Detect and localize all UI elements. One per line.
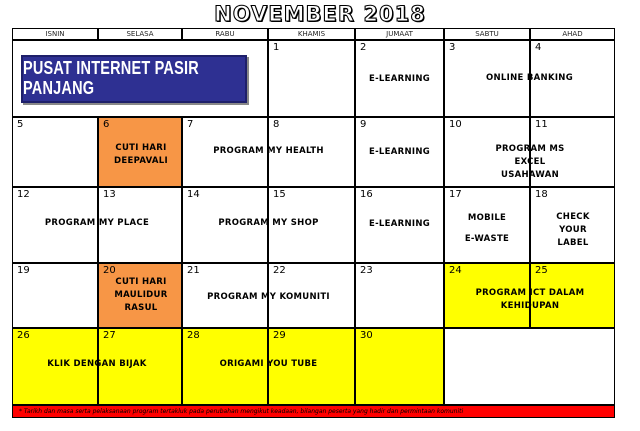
event-maulidur-rasul: CUTI HARI MAULIDUR RASUL (114, 277, 168, 313)
event-my-shop: PROGRAM MY SHOP (218, 218, 319, 228)
date-number: 16 (360, 189, 373, 200)
day-header-jumaat: JUMAAT (355, 28, 444, 40)
date-number: 10 (449, 119, 462, 130)
event-my-health: PROGRAM MY HEALTH (213, 146, 324, 156)
day-header-rabu: RABU (182, 28, 268, 40)
date-number: 6 (103, 119, 110, 130)
date-number: 23 (360, 265, 373, 276)
date-number: 3 (449, 42, 456, 53)
event-elearning: E-LEARNING (368, 219, 431, 229)
day-cell-16[interactable] (355, 187, 444, 263)
day-header-khamis: KHAMIS (268, 28, 355, 40)
event-origami: ORIGAMI YOU TUBE (219, 359, 318, 369)
date-number: 18 (535, 189, 548, 200)
day-cell-18[interactable] (530, 187, 615, 263)
day-header-ahad: AHAD (530, 28, 615, 40)
event-ewaste: E-WASTE (464, 234, 510, 244)
date-number: 20 (103, 265, 116, 276)
event-my-komuniti: PROGRAM MY KOMUNITI (207, 292, 330, 302)
date-number: 26 (17, 330, 30, 341)
date-number: 9 (360, 119, 367, 130)
day-cell-20[interactable] (98, 263, 182, 328)
day-cell-2[interactable] (355, 40, 444, 117)
day-cell-9[interactable] (355, 117, 444, 187)
day-cell-23[interactable] (355, 263, 444, 328)
date-number: 11 (535, 119, 548, 130)
logo-text: PUSAT INTERNET PASIR PANJANG (23, 59, 199, 99)
date-number: 30 (360, 330, 373, 341)
day-cell-19[interactable] (12, 263, 98, 328)
event-deepavali: CUTI HARI DEEPAVALI (114, 143, 168, 166)
event-mobile: MOBILE (467, 213, 507, 223)
day-header-sabtu: SABTU (444, 28, 530, 40)
footer-note: * Tarikh dan masa serta pelaksanaan program tertakluk pada perubahan mengikut keadaan, bilangan peserta yang hadir dan permintaan komuniti (12, 405, 615, 418)
event-klik-bijak: KLIK DENGAN BIJAK (47, 359, 147, 369)
event-ms-excel: PROGRAM MS EXCEL USAHAWAN (495, 144, 565, 180)
date-number: 19 (17, 265, 30, 276)
date-number: 2 (360, 42, 367, 53)
date-number: 15 (273, 189, 286, 200)
date-number: 29 (273, 330, 286, 341)
day-cell-30[interactable] (355, 328, 444, 405)
date-number: 25 (535, 265, 548, 276)
date-number: 24 (449, 265, 462, 276)
date-number: 27 (103, 330, 116, 341)
day-cell-17[interactable] (444, 187, 530, 263)
event-online-banking: ONLINE BANKING (485, 73, 573, 83)
day-cell-5[interactable] (12, 117, 98, 187)
date-number: 8 (273, 119, 280, 130)
date-number: 14 (187, 189, 200, 200)
date-number: 28 (187, 330, 200, 341)
date-number: 21 (187, 265, 200, 276)
calendar-title: NOVEMBER 2018 (214, 2, 426, 26)
pusat-internet-logo (21, 55, 247, 103)
date-number: 12 (17, 189, 30, 200)
event-my-place: PROGRAM MY PLACE (44, 218, 150, 228)
date-number: 5 (17, 119, 24, 130)
day-header-selasa: SELASA (98, 28, 182, 40)
day-header-isnin: ISNIN (12, 28, 98, 40)
blank-cell-week5 (444, 328, 615, 405)
date-number: 22 (273, 265, 286, 276)
event-ict-kehidupan: PROGRAM ICT DALAM KEHIDUPAN (475, 288, 585, 311)
day-cell-6[interactable] (98, 117, 182, 187)
date-number: 1 (273, 42, 280, 53)
date-number: 13 (103, 189, 116, 200)
date-number: 17 (449, 189, 462, 200)
event-elearning: E-LEARNING (368, 147, 431, 157)
event-elearning: E-LEARNING (368, 74, 431, 84)
day-cell-1[interactable] (268, 40, 355, 117)
date-number: 7 (187, 119, 194, 130)
event-check-label: CHECK YOUR LABEL (556, 212, 590, 248)
date-number: 4 (535, 42, 542, 53)
